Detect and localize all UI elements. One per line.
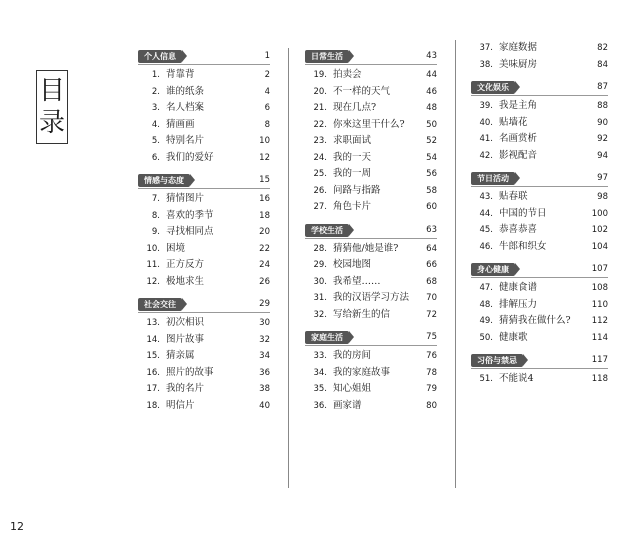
toc-section: [463, 263, 608, 346]
entry-number: 3.: [151, 103, 160, 113]
toc-section: [463, 40, 608, 73]
entry-page-number: 8: [264, 119, 270, 130]
entry-number: 18.: [146, 400, 160, 411]
entry-number: 23.: [313, 136, 327, 146]
entry-title: 猜情图片: [166, 193, 205, 204]
section-page-number: 87: [597, 82, 608, 92]
entry-number: 27.: [313, 202, 327, 212]
entry-title: 拍卖会: [333, 69, 362, 80]
section-heading-tag: 节日活动: [471, 172, 515, 185]
entry-page-number: 50: [426, 119, 437, 130]
toc-entry[interactable]: [130, 274, 270, 291]
section-heading-tag: 情感与态度: [138, 174, 190, 187]
entry-page-number: 38: [259, 384, 270, 394]
toc-section: [297, 50, 437, 216]
entry-number: 7.: [151, 194, 160, 204]
entry-page-number: 88: [597, 101, 608, 111]
entry-number: 21.: [313, 103, 327, 113]
entry-page-number: 54: [426, 152, 437, 163]
toc-entry[interactable]: [130, 332, 270, 349]
section-header: [297, 224, 437, 239]
entry-number: 35.: [313, 384, 327, 394]
entry-number: 39.: [479, 101, 493, 111]
entry-title: 图片故事: [166, 333, 205, 345]
entry-page-number: 34: [259, 351, 270, 361]
toc-entry[interactable]: [130, 398, 270, 415]
toc-title: [36, 70, 68, 144]
section-page-number: 15: [259, 175, 270, 185]
toc-entry[interactable]: [463, 313, 608, 330]
entry-title: 贴墙花: [499, 116, 528, 128]
section-rule: [471, 277, 608, 278]
entry-number: 24.: [313, 152, 327, 163]
entry-title: 我们的爱好: [166, 151, 214, 163]
section-heading-tag: 身心健康: [471, 263, 515, 276]
entry-title: 健康歌: [499, 331, 528, 343]
entry-number: 19.: [313, 70, 327, 80]
section-header: [297, 331, 437, 346]
toc-entry[interactable]: [463, 239, 608, 256]
entry-page-number: 102: [591, 225, 608, 235]
entry-number: 28.: [313, 243, 327, 254]
entry-number: 44.: [479, 208, 493, 219]
entry-title: 明信片: [166, 399, 195, 411]
toc-entry[interactable]: [297, 274, 437, 291]
toc-entry[interactable]: [130, 208, 270, 225]
entry-number: 20.: [313, 86, 327, 97]
entry-title: 猜猜我在做什么?: [499, 315, 571, 326]
entry-page-number: 70: [426, 293, 437, 303]
section-rule: [471, 186, 608, 187]
entry-title: 我的家庭故事: [333, 366, 391, 378]
toc-column-2: [297, 50, 437, 422]
toc-entry[interactable]: [130, 348, 270, 365]
entry-number: 11.: [146, 260, 160, 270]
section-heading-tag: 社会交往: [138, 298, 182, 311]
entry-page-number: 32: [259, 334, 270, 345]
entry-title: 写给新生的信: [333, 308, 391, 320]
entry-title: 我的一天: [333, 151, 372, 163]
entry-title: 寻找相同点: [166, 226, 214, 237]
entry-number: 41.: [479, 134, 493, 144]
entry-number: 17.: [146, 384, 160, 394]
entry-number: 12.: [146, 276, 160, 287]
toc-entry[interactable]: [297, 199, 437, 216]
entry-page-number: 112: [591, 316, 608, 326]
entry-page-number: 44: [426, 70, 437, 80]
entry-title: 现在几点?: [333, 102, 377, 113]
entry-page-number: 2: [264, 70, 270, 80]
toc-entry[interactable]: [463, 222, 608, 239]
toc-entry[interactable]: [297, 307, 437, 324]
entry-number: 6.: [151, 152, 160, 163]
toc-entry[interactable]: [297, 133, 437, 150]
entry-page-number: 110: [591, 299, 608, 310]
entry-page-number: 40: [259, 400, 270, 411]
entry-title: 极地求生: [166, 275, 205, 287]
section-heading-tag: 文化娱乐: [471, 81, 515, 94]
entry-page-number: 108: [591, 283, 608, 293]
entry-number: 22.: [313, 119, 327, 130]
toc-section: [297, 331, 437, 414]
entry-page-number: 52: [426, 136, 437, 146]
entry-page-number: 20: [259, 227, 270, 237]
toc-entry[interactable]: [297, 67, 437, 84]
section-header: [130, 298, 270, 313]
entry-page-number: 98: [597, 192, 608, 202]
entry-number: 38.: [479, 59, 493, 70]
toc-entry[interactable]: [130, 100, 270, 117]
entry-number: 48.: [479, 299, 493, 310]
section-rule: [305, 345, 437, 346]
entry-page-number: 66: [426, 260, 437, 270]
toc-entry[interactable]: [297, 381, 437, 398]
toc-entry[interactable]: [130, 84, 270, 101]
entry-number: 46.: [479, 241, 493, 252]
entry-page-number: 48: [426, 103, 437, 113]
toc-column-3: [463, 40, 608, 396]
entry-number: 9.: [151, 227, 160, 237]
entry-number: 31.: [313, 293, 327, 303]
toc-entry[interactable]: [130, 150, 270, 167]
entry-page-number: 118: [591, 374, 608, 384]
entry-page-number: 26: [259, 276, 270, 287]
section-page-number: 107: [591, 264, 608, 274]
toc-entry[interactable]: [463, 280, 608, 297]
entry-page-number: 30: [259, 318, 270, 328]
entry-number: 32.: [313, 309, 327, 320]
section-page-number: 63: [426, 224, 437, 235]
entry-title: 角色卡片: [333, 201, 372, 212]
entry-number: 30.: [313, 276, 327, 287]
entry-title: 美味厨房: [499, 58, 538, 70]
entry-title: 我的一周: [333, 168, 372, 179]
entry-page-number: 12: [259, 152, 270, 163]
toc-entry[interactable]: [463, 297, 608, 314]
entry-number: 36.: [313, 400, 327, 411]
toc-column-1: [130, 50, 270, 422]
toc-entry[interactable]: [130, 191, 270, 208]
entry-number: 13.: [146, 318, 160, 328]
section-rule: [138, 312, 270, 313]
section-header: [463, 81, 608, 96]
entry-page-number: 94: [597, 150, 608, 161]
toc-entry[interactable]: [130, 365, 270, 382]
entry-page-number: 4: [264, 86, 270, 97]
entry-title: 名画赏析: [499, 133, 538, 144]
entry-page-number: 84: [597, 59, 608, 70]
entry-title: 我的名片: [166, 383, 205, 394]
section-page-number: 1: [264, 51, 270, 61]
entry-page-number: 82: [597, 43, 608, 53]
section-rule: [471, 368, 608, 369]
entry-number: 47.: [479, 283, 493, 293]
toc-entry[interactable]: [297, 117, 437, 134]
section-page-number: 75: [426, 332, 437, 342]
toc-entry[interactable]: [297, 150, 437, 167]
toc-entry[interactable]: [463, 98, 608, 115]
entry-number: 42.: [479, 150, 493, 161]
entry-number: 25.: [313, 169, 327, 179]
toc-entry[interactable]: [297, 183, 437, 200]
toc-entry[interactable]: [297, 166, 437, 183]
section-header: [463, 354, 608, 369]
entry-number: 2.: [151, 86, 160, 97]
toc-entry[interactable]: [463, 40, 608, 57]
entry-page-number: 46: [426, 86, 437, 97]
section-page-number: 43: [426, 51, 437, 61]
section-rule: [471, 95, 608, 96]
section-rule: [305, 64, 437, 65]
entry-page-number: 24: [259, 260, 270, 270]
entry-title: 校园地图: [333, 259, 372, 270]
entry-page-number: 36: [259, 367, 270, 378]
section-header: [130, 174, 270, 189]
entry-number: 45.: [479, 225, 493, 235]
entry-title: 健康食谱: [499, 282, 538, 293]
entry-number: 15.: [146, 351, 160, 361]
toc-entry[interactable]: [463, 330, 608, 347]
entry-number: 14.: [146, 334, 160, 345]
entry-number: 50.: [479, 332, 493, 343]
entry-title: 不能说4: [499, 373, 534, 384]
toc-entry[interactable]: [130, 67, 270, 84]
entry-title: 牛郎和织女: [499, 240, 547, 252]
entry-page-number: 10: [259, 136, 270, 146]
toc-entry[interactable]: [130, 241, 270, 258]
entry-title: 中国的节日: [499, 207, 547, 219]
entry-number: 33.: [313, 351, 327, 361]
entry-page-number: 76: [426, 351, 437, 361]
toc-entry[interactable]: [130, 133, 270, 150]
section-header: [297, 50, 437, 65]
toc-entry[interactable]: [297, 84, 437, 101]
entry-number: 34.: [313, 367, 327, 378]
section-rule: [138, 64, 270, 65]
entry-number: 16.: [146, 367, 160, 378]
entry-number: 29.: [313, 260, 327, 270]
entry-title: 我的房间: [333, 350, 372, 361]
entry-number: 49.: [479, 316, 493, 326]
entry-page-number: 64: [426, 243, 437, 254]
entry-number: 37.: [479, 43, 493, 53]
toc-entry[interactable]: [297, 241, 437, 258]
entry-page-number: 92: [597, 134, 608, 144]
entry-number: 1.: [151, 70, 160, 80]
entry-page-number: 78: [426, 367, 437, 378]
toc-entry[interactable]: [297, 100, 437, 117]
entry-title: 猜亲属: [166, 350, 195, 361]
toc-entry[interactable]: [463, 206, 608, 223]
column-divider-1: [288, 48, 289, 488]
section-rule: [305, 238, 437, 239]
section-page-number: 29: [259, 299, 270, 309]
entry-title: 知心姐姐: [333, 383, 372, 394]
entry-page-number: 80: [426, 400, 437, 411]
entry-title: 名人档案: [166, 102, 205, 113]
entry-page-number: 114: [591, 332, 608, 343]
entry-number: 4.: [151, 119, 160, 130]
toc-entry[interactable]: [297, 348, 437, 365]
entry-number: 5.: [151, 136, 160, 146]
entry-page-number: 68: [426, 276, 437, 287]
entry-number: 51.: [479, 374, 493, 384]
entry-number: 10.: [146, 243, 160, 254]
entry-number: 43.: [479, 192, 493, 202]
toc-entry[interactable]: [463, 148, 608, 165]
entry-title: 恭喜恭喜: [499, 224, 538, 235]
toc-section: [463, 172, 608, 255]
toc-entry[interactable]: [130, 381, 270, 398]
entry-page-number: 72: [426, 309, 437, 320]
entry-title: 猜画画: [166, 118, 195, 130]
toc-entry[interactable]: [297, 290, 437, 307]
toc-entry[interactable]: [463, 131, 608, 148]
entry-title: 问路与指路: [333, 184, 381, 196]
entry-title: 照片的故事: [166, 366, 214, 378]
toc-entry[interactable]: [297, 398, 437, 415]
entry-title: 影视配音: [499, 149, 538, 161]
entry-page-number: 104: [591, 241, 608, 252]
entry-page-number: 16: [259, 194, 270, 204]
entry-title: 家庭数据: [499, 42, 538, 53]
toc-entry[interactable]: [297, 257, 437, 274]
section-rule: [138, 188, 270, 189]
section-header: [463, 263, 608, 278]
toc-section: [130, 50, 270, 166]
entry-number: 8.: [151, 210, 160, 221]
toc-entry[interactable]: [463, 371, 608, 388]
toc-section: [130, 298, 270, 414]
entry-title: 我希望……: [333, 275, 381, 287]
entry-title: 初次相识: [166, 317, 205, 328]
toc-entry[interactable]: [463, 57, 608, 74]
entry-title: 特别名片: [166, 135, 205, 146]
section-heading-tag: 学校生活: [305, 224, 349, 237]
toc-section: [130, 174, 270, 290]
section-header: [463, 172, 608, 187]
toc-entry[interactable]: [297, 365, 437, 382]
section-heading-tag: 家庭生活: [305, 331, 349, 344]
entry-title: 喜欢的季节: [166, 209, 214, 221]
entry-title: 正方反方: [166, 259, 205, 270]
toc-entry[interactable]: [130, 257, 270, 274]
toc-title-char-2: 录: [38, 108, 65, 139]
entry-page-number: 6: [264, 103, 270, 113]
entry-page-number: 58: [426, 185, 437, 196]
toc-title-char-1: 目: [38, 75, 65, 106]
section-header: [130, 50, 270, 65]
section-heading-tag: 习俗与禁忌: [471, 354, 523, 367]
entry-title: 背靠背: [166, 69, 195, 80]
entry-page-number: 56: [426, 169, 437, 179]
toc-entry[interactable]: [130, 117, 270, 134]
section-heading-tag: 日常生活: [305, 50, 349, 63]
entry-title: 你來这里干什么?: [333, 118, 405, 130]
entry-title: 贴春联: [499, 191, 528, 202]
entry-title: 求职面试: [333, 135, 372, 146]
toc-entry[interactable]: [130, 224, 270, 241]
toc-section: [463, 354, 608, 388]
entry-title: 排解压力: [499, 298, 538, 310]
toc-section: [297, 224, 437, 324]
entry-page-number: 100: [591, 208, 608, 219]
entry-title: 困境: [166, 242, 186, 254]
entry-title: 画家谱: [333, 399, 362, 411]
toc-entry[interactable]: [463, 189, 608, 206]
entry-page-number: 18: [259, 210, 270, 221]
entry-page-number: 79: [426, 384, 437, 394]
entry-title: 我的汉语学习方法: [333, 292, 410, 303]
column-divider-2: [455, 40, 456, 488]
toc-entry[interactable]: [463, 115, 608, 132]
entry-title: 不一样的天气: [333, 85, 391, 97]
entry-title: 猜猜他/她是谁?: [333, 242, 399, 254]
entry-page-number: 22: [259, 243, 270, 254]
entry-number: 40.: [479, 117, 493, 128]
entry-title: 我是主角: [499, 100, 538, 111]
entry-page-number: 90: [597, 117, 608, 128]
section-heading-tag: 个人信息: [138, 50, 182, 63]
entry-page-number: 60: [426, 202, 437, 212]
toc-section: [463, 81, 608, 164]
section-page-number: 97: [597, 173, 608, 183]
page-number: 12: [10, 520, 24, 533]
entry-number: 26.: [313, 185, 327, 196]
toc-entry[interactable]: [130, 315, 270, 332]
section-page-number: 117: [591, 355, 608, 365]
entry-title: 谁的纸条: [166, 85, 205, 97]
